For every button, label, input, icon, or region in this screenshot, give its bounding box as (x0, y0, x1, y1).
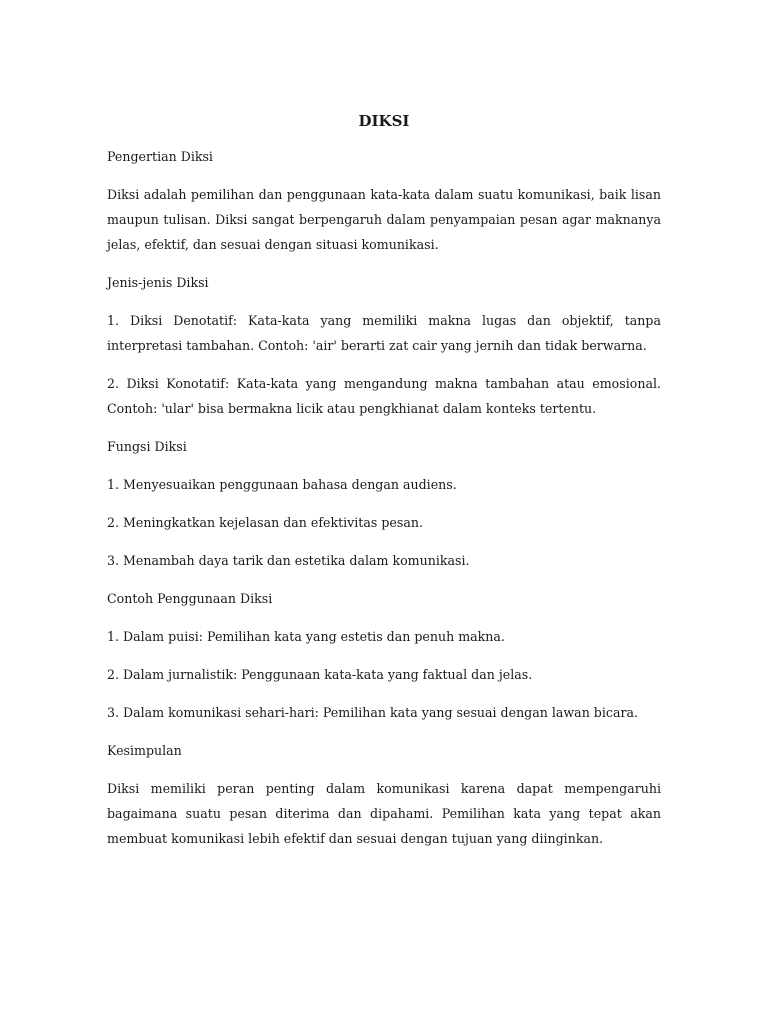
section-heading: Contoh Penggunaan Diksi (107, 591, 273, 606)
list-item: 3. Menambah daya tarik dan estetika dalam komunikasi. (107, 553, 470, 568)
section-contoh (107, 586, 661, 725)
list-item: 1. Menyesuaikan penggunaan bahasa dengan audiens. (107, 477, 457, 492)
document-title: DIKSI (358, 112, 410, 130)
section-kesimpulan (107, 738, 661, 851)
section-paragraph: Diksi memiliki peran penting dalam komunikasi karena dapat mempengaruhi bagaimana suatu pesan diterima dan dipahami. Pemilihan kata yang tepat akan membuat komunikasi lebih efektif dan sesuai dengan tujuan yang diinginkan. (107, 781, 661, 846)
list-item: 2. Meningkatkan kejelasan dan efektivitas pesan. (107, 515, 423, 530)
section-heading: Jenis-jenis Diksi (107, 275, 209, 290)
section-pengertian (107, 144, 661, 257)
section-heading: Fungsi Diksi (107, 439, 187, 454)
section-heading: Kesimpulan (107, 743, 182, 758)
list-item: 1. Diksi Denotatif: Kata-kata yang memiliki makna lugas dan objektif, tanpa interpretasi tambahan. Contoh: 'air' berarti zat cair yang jernih dan tidak berwarna. (107, 313, 661, 353)
list-item: 2. Dalam jurnalistik: Penggunaan kata-kata yang faktual dan jelas. (107, 667, 533, 682)
list-item: 3. Dalam komunikasi sehari-hari: Pemilihan kata yang sesuai dengan lawan bicara. (107, 705, 638, 720)
section-paragraph: Diksi adalah pemilihan dan penggunaan kata-kata dalam suatu komunikasi, baik lisan maupun tulisan. Diksi sangat berpengaruh dalam penyampaian pesan agar maknanya jelas, efektif, dan sesuai dengan situasi komunikasi. (107, 187, 661, 252)
section-heading: Pengertian Diksi (107, 149, 213, 164)
list-item: 1. Dalam puisi: Pemilihan kata yang estetis dan penuh makna. (107, 629, 505, 644)
document-page (107, 108, 661, 864)
section-fungsi (107, 434, 661, 573)
section-jenis (107, 270, 661, 421)
list-item: 2. Diksi Konotatif: Kata-kata yang mengandung makna tambahan atau emosional. Contoh: 'ular' bisa bermakna licik atau pengkhianat dalam konteks tertentu. (107, 376, 661, 416)
